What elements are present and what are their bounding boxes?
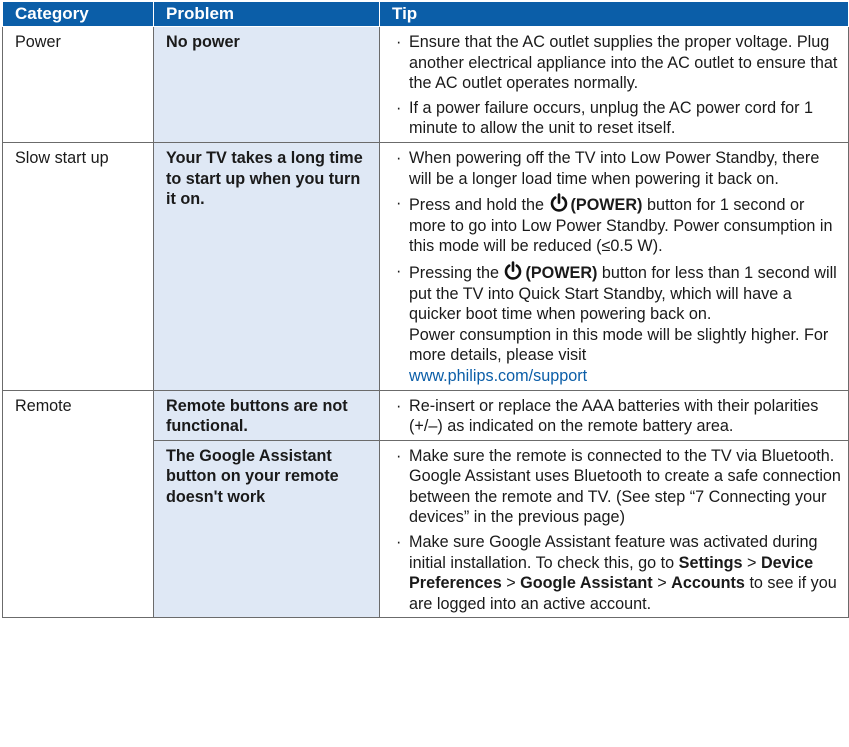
problem-google-assistant: The Google Assistant button on your remote doesn't work <box>154 440 380 618</box>
tip-item: · Press and hold the (POWER) button for 1 second or more to go into Low Power Standby. Power consumption in this mode will be reduced (≤0.5 W). <box>396 194 833 256</box>
bullet: · <box>396 446 402 465</box>
path-settings: Settings <box>678 553 743 572</box>
table-row <box>3 142 849 390</box>
bullet: · <box>396 98 402 117</box>
problem-long-startup: Your TV takes a long time to start up when you turn it on. <box>154 142 380 390</box>
table-row <box>3 390 849 440</box>
tip-cell <box>380 142 849 390</box>
path-accounts: Accounts <box>671 574 745 593</box>
troubleshooting-table <box>2 2 849 618</box>
path-google-assistant: Google Assistant <box>520 574 653 593</box>
category-remote: Remote <box>3 390 154 618</box>
bullet: · <box>396 148 402 167</box>
tip-item: · Make sure the remote is connected to the TV via Bluetooth. Google Assistant uses Bluetooth to create a safe connection between the remote and TV. (See step “7 Connecting your devices” in the previous page) <box>396 446 841 527</box>
bullet: · <box>396 261 402 280</box>
bullet: · <box>396 533 402 552</box>
table-header-row <box>3 2 849 27</box>
tip-item: · Pressing the (POWER) button for less than 1 second will put the TV into Quick Start Standby, which will have a quicker boot time when powering back on. Power consumption in this mode will be slightly higher. For more details, please visit www.philips.com/support <box>396 261 837 385</box>
tip-cell <box>380 440 849 618</box>
header-category: Category <box>3 2 154 27</box>
problem-no-power: No power <box>154 27 380 143</box>
table-row <box>3 27 849 143</box>
tip-item: · If a power failure occurs, unplug the AC power cord for 1 minute to allow the unit to reset itself. <box>396 98 813 138</box>
tip-item: · Make sure Google Assistant feature was activated during initial installation. To check this, go to Settings > Device Preferences > Google Assistant > Accounts to see if you are logged into an active account. <box>396 533 837 613</box>
tip-item: · Re-insert or replace the AAA batteries with their polarities (+/–) as indicated on the remote battery area. <box>396 396 819 436</box>
category-power: Power <box>3 27 154 143</box>
tip-cell <box>380 27 849 143</box>
power-icon <box>549 193 569 213</box>
tip-item: · Ensure that the AC outlet supplies the proper voltage. Plug another electrical appliance into the AC outlet to ensure that the AC outlet operates normally. <box>396 33 838 93</box>
header-problem: Problem <box>154 2 380 27</box>
tip-cell <box>380 390 849 440</box>
tip-item: · When powering off the TV into Low Power Standby, there will be a longer load time when powering it back on. <box>396 148 820 188</box>
bullet: · <box>396 396 402 415</box>
problem-remote-buttons: Remote buttons are not functional. <box>154 390 380 440</box>
bullet: · <box>396 33 402 51</box>
path-device-preferences: Device Preferences <box>409 553 814 593</box>
header-tip: Tip <box>380 2 849 27</box>
support-link[interactable]: www.philips.com/support <box>409 366 588 385</box>
category-slow-start: Slow start up <box>3 142 154 390</box>
bullet: · <box>396 194 402 213</box>
power-icon <box>503 261 523 281</box>
